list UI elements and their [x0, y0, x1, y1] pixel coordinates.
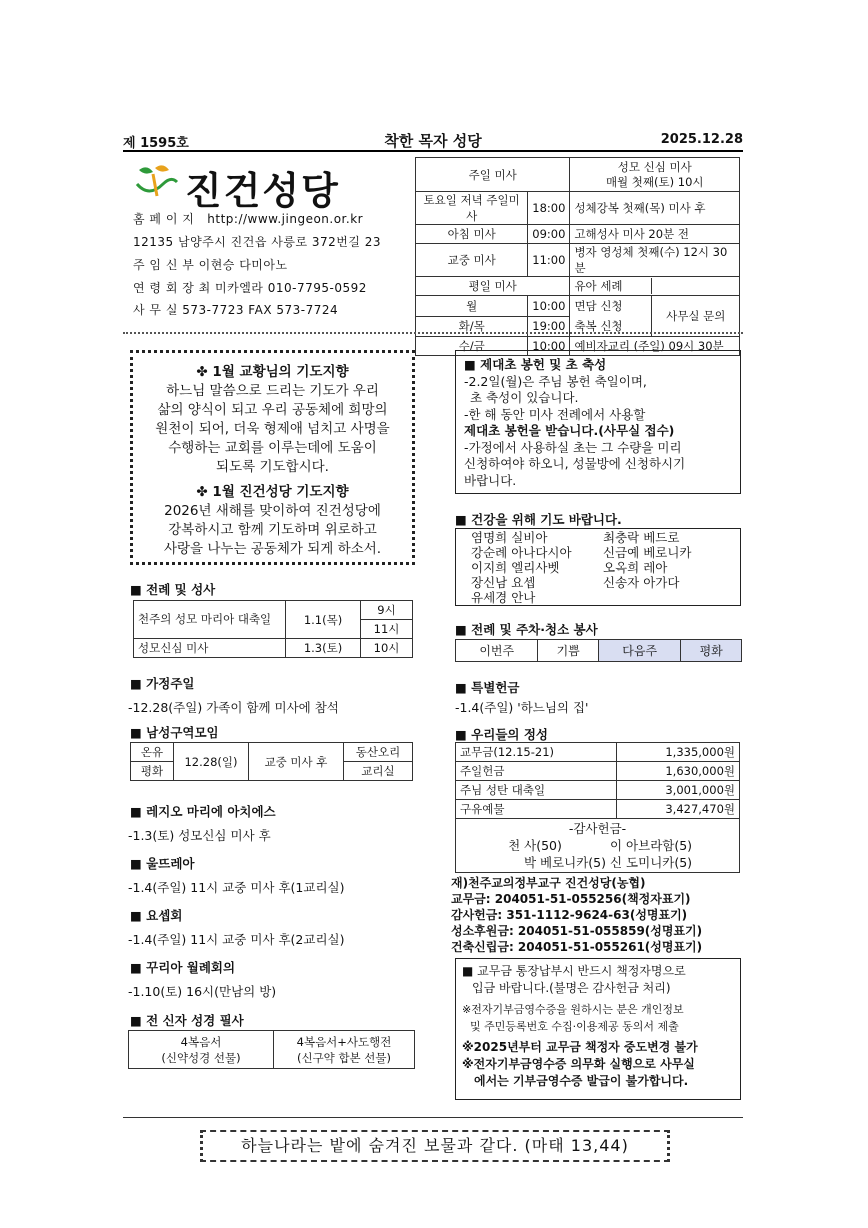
mass-note: 고해성사 미사 20분 전	[570, 225, 740, 244]
notice-line: 및 주민등록번호 수집·이용제공 동의서 제출	[470, 1020, 679, 1033]
table-row: 주일헌금 1,630,000원	[456, 762, 740, 781]
table-row	[416, 225, 740, 244]
footer-divider	[123, 1117, 743, 1118]
list-item: 장신남 요셉 신송자 아가다	[471, 575, 680, 590]
men-meeting-title: ■ 남성구역모임	[130, 725, 219, 740]
parish-name: 진건성당	[185, 169, 340, 213]
donation-notice-box	[455, 958, 741, 1100]
bible-option-full: 4복음서+사도행전 (신구약 합본 선물)	[274, 1031, 415, 1069]
table-row	[456, 640, 742, 662]
table-row	[416, 192, 740, 225]
mass-time: 09:00	[528, 225, 570, 244]
bible-title: ■ 전 신자 성경 필사	[130, 1013, 244, 1028]
joseph-text: -1.4(주일) 11시 교중 미사 후(2교리실)	[128, 932, 345, 947]
homepage-label: 홈 페 이 지	[133, 212, 195, 226]
curia-title: ■ 꾸리아 월례회의	[130, 960, 236, 975]
accounts-title: 재)천주교의정부교구 진건성당(농협)	[451, 876, 646, 890]
mass-note: 병자 영성체 첫째(수) 12시 30분	[570, 244, 740, 277]
address: 12135 남양주시 진건읍 사릉로 372번길 23	[133, 235, 382, 249]
list-item: 강순례 아나다시아 신금예 베로니카	[471, 545, 692, 560]
joseph-title: ■ 요셉회	[130, 908, 183, 923]
logo-icon	[133, 162, 181, 202]
table-row	[416, 277, 740, 296]
issue-date: 2025.12.28	[660, 132, 743, 147]
request-cell	[570, 296, 740, 337]
legio-title: ■ 레지오 마리에 아치에스	[130, 804, 276, 819]
table-row: 교무금(12.15-21) 1,335,000원	[456, 743, 740, 762]
pastor: 주 임 신 부 이현승 다미아노	[133, 258, 288, 272]
notice-line: ※2025년부터 교무금 책정자 중도변경 불가	[462, 1040, 698, 1054]
family-sunday-text: -12.28(주일) 가족이 함께 미사에 참석	[128, 700, 339, 715]
next-week-team: 평화	[681, 640, 742, 662]
thanks-title: -감사헌금-	[568, 821, 627, 836]
candle-title: ■ 제대초 봉헌 및 초 축성	[464, 357, 607, 372]
table-row	[416, 296, 740, 317]
blessing-request: 축복 신청	[574, 319, 623, 333]
meeting-request: 면담 신청	[574, 299, 623, 313]
baptism-cell	[570, 277, 740, 296]
notice-line: 입금 바랍니다.(불명은 감사헌금 처리)	[472, 981, 671, 995]
divider	[123, 332, 743, 334]
table-row: 주님 성탄 대축일 3,001,000원	[456, 781, 740, 800]
this-week-team: 기쁨	[538, 640, 599, 662]
liturgy-date: 1.1(목)	[286, 601, 361, 639]
mass-note: 성체강복 첫째(목) 미사 후	[570, 192, 740, 225]
special-mass-header	[570, 158, 740, 192]
council: 연 령 회 장 최 미카엘라 010-7795-0592	[133, 281, 367, 295]
table-row	[134, 601, 413, 620]
weekday: 월	[416, 296, 528, 317]
liturgy-time: 11시	[361, 620, 413, 639]
meeting-room: 교리실	[344, 762, 413, 781]
meeting-time: 교중 미사 후	[249, 743, 344, 781]
prayer-title-2: ✤ 1월 진건성당 기도지향	[196, 484, 349, 500]
candle-line: -가정에서 사용하실 초는 그 수량을 미리	[464, 439, 682, 455]
liturgy-time: 9시	[361, 601, 413, 620]
sunday-mass-header: 주일 미사	[416, 158, 570, 192]
parish-logo	[133, 162, 181, 202]
mass-name: 아침 미사	[416, 225, 528, 244]
candle-line: 바랍니다.	[464, 472, 517, 488]
special-offering-title: ■ 특별헌금	[455, 680, 520, 695]
notice-line: ※전자기부금영수증 의무화 실행으로 사무실	[462, 1057, 695, 1071]
offerings-table	[455, 742, 740, 873]
mass-name: 교중 미사	[416, 244, 528, 277]
account-line: 건축신립금: 204051-51-055261(성명표기)	[451, 940, 703, 954]
liturgy-name: 천주의 성모 마리아 대축일	[134, 601, 286, 639]
table-row	[416, 244, 740, 277]
catechism-note: 예비자교리 (주일) 09시 30분	[570, 337, 740, 356]
candle-notice-box	[455, 350, 741, 494]
liturgy-time: 10시	[361, 639, 413, 658]
weekday-mass-header: 평일 미사	[416, 277, 570, 296]
special-mass-title: 성모 신심 미사	[617, 159, 692, 174]
notice-line: ※전자기부금영수증을 원하시는 분은 개인정보	[462, 1003, 684, 1016]
group-name: 평화	[131, 762, 174, 781]
notice-line: 에서는 기부금영수증 발급이 불가합니다.	[474, 1074, 689, 1088]
service-table	[455, 639, 742, 662]
liturgy-section-title: ■ 전례 및 성사	[130, 582, 216, 597]
liturgy-date: 1.3(토)	[286, 639, 361, 658]
list-item: 염명희 실비아 최충락 베드로	[471, 530, 680, 545]
mass-time: 10:00	[528, 337, 570, 356]
meeting-date: 12.28(일)	[174, 743, 249, 781]
table-row	[134, 639, 413, 658]
this-week-label: 이번주	[456, 640, 538, 662]
prayer-title-1: ✤ 1월 교황님의 기도지향	[196, 364, 349, 380]
list-item: 유세경 안나	[471, 590, 536, 605]
footer-quote: 하늘나라는 밭에 숨겨진 보물과 같다. (마태 13,44)	[200, 1130, 670, 1162]
weekday: 수/금	[416, 337, 528, 356]
candle-line: -2.2일(월)은 주님 봉헌 축일이며,	[464, 373, 647, 389]
mass-time: 10:00	[528, 296, 570, 317]
group-name: 온유	[131, 743, 174, 762]
candle-line: 제대초 봉헌을 받습니다.(사무실 접수)	[464, 423, 675, 438]
prayer-intention-box	[130, 350, 415, 565]
candle-line: 신청하여야 하오니, 성물방에 신청하시기	[464, 456, 686, 471]
thanks-row	[456, 819, 740, 873]
weekday: 화/목	[416, 316, 528, 337]
legio-text: -1.3(토) 성모신심 미사 후	[128, 828, 271, 843]
liturgy-name: 성모신심 미사	[134, 639, 286, 658]
issue-number: 제 1595호	[123, 136, 189, 151]
office-contact: 사 무 실 573-7723 FAX 573-7724	[133, 303, 339, 317]
mass-name: 토요일 저녁 주일미사	[416, 192, 528, 225]
page-header	[123, 130, 743, 152]
list-item: 천 사(50) 이 아브라함(5)	[508, 838, 693, 853]
list-item: 이지희 엘리사벳 오옥희 레아	[471, 560, 668, 575]
family-sunday-title: ■ 가정주일	[130, 676, 195, 691]
mass-time: 11:00	[528, 244, 570, 277]
men-meeting-table	[130, 742, 413, 781]
ultreya-title: ■ 울뜨레아	[130, 856, 195, 871]
candle-line: 초 축성이 있습니다.	[470, 390, 579, 405]
special-offering-text: -1.4(주일) '하느님의 집'	[455, 700, 589, 715]
special-mass-sub: 매월 첫째(토) 10시	[605, 174, 704, 189]
ultreya-text: -1.4(주일) 11시 교중 미사 후(1교리실)	[128, 880, 345, 895]
notice-line: ■ 교무금 통장납부시 반드시 책정자명으로	[462, 964, 686, 978]
service-title: ■ 전례 및 주차·청소 봉사	[455, 622, 598, 637]
health-names-box	[455, 528, 741, 606]
curia-text: -1.10(토) 16시(만남의 방)	[128, 984, 277, 999]
office-inquiry: 사무실 문의	[666, 309, 726, 323]
homepage-link[interactable]: http://www.jingeon.or.kr	[207, 212, 364, 226]
prayer-text-1: 하느님 말씀으로 드리는 기도가 우리 삶의 양식이 되고 우리 공동체에 희망의 원천이 되어, 더욱 형제애 넘치고 사명을 수행하는 교회를 이루는데에 도움이 되도록 기도합시다.	[155, 383, 390, 475]
bulletin-title: 착한 목자 성당	[384, 132, 482, 150]
offerings-title: ■ 우리들의 정성	[455, 727, 548, 742]
bible-option-nt: 4복음서 (신약성경 선물)	[129, 1031, 274, 1069]
homepage-line	[133, 210, 363, 227]
table-row: 구유예물 3,427,470원	[456, 800, 740, 819]
account-line: 교무금: 204051-51-055256(책정자표기)	[451, 892, 691, 906]
bible-table	[128, 1030, 415, 1069]
meeting-room: 동산오리	[344, 743, 413, 762]
mass-time: 19:00	[528, 316, 570, 337]
prayer-text-2: 2026년 새해를 맞이하여 진건성당에 강복하시고 함께 기도하며 위로하고 사랑을 나누는 공동체가 되게 하소서.	[163, 503, 382, 557]
health-title: ■ 건강을 위해 기도 바랍니다.	[455, 512, 622, 527]
mass-time: 18:00	[528, 192, 570, 225]
infant-baptism: 유아 세례	[570, 278, 652, 294]
liturgy-table	[133, 600, 413, 658]
list-item: 박 베로니카(5) 신 도미니카(5)	[523, 855, 693, 870]
mass-schedule-table	[415, 157, 740, 356]
account-line: 감사헌금: 351-1112-9624-63(성명표기)	[451, 908, 688, 922]
bank-accounts	[451, 875, 702, 955]
candle-line: -한 해 동안 미사 전례에서 사용할	[464, 406, 646, 422]
account-line: 성소후원금: 204051-51-055859(성명표기)	[451, 924, 703, 938]
next-week-label: 다음주	[598, 640, 680, 662]
table-row	[131, 743, 413, 762]
table-row	[129, 1031, 415, 1069]
